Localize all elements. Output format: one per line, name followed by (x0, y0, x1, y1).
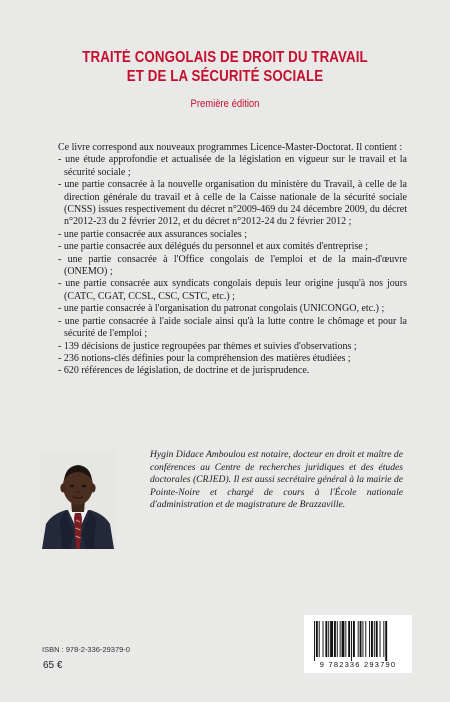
list-item: - une étude approfondie et actualisée de la législation en vigueur sur le travail et la sécurité sociale ; (58, 154, 407, 178)
author-portrait-image (40, 450, 116, 549)
barcode (304, 615, 412, 673)
contents-list (58, 154, 407, 377)
description-intro: Ce livre correspond aux nouveaux programmes Licence-Master-Doctorat. Il contient : (58, 142, 403, 153)
barcode-bars (304, 615, 412, 663)
barcode-number: 9 782336 293790 (319, 660, 397, 669)
edition-label: Première édition (190, 98, 260, 110)
book-title-line-1: TRAITÉ CONGOLAIS DE DROIT DU TRAVAIL (82, 49, 368, 66)
price-label: 65 € (43, 660, 63, 671)
list-item: - une partie consacrée à l'organisation du patronat congolais (UNICONGO, etc.) ; (58, 303, 385, 315)
list-item: - une partie consacrée aux assurances sociales ; (58, 228, 248, 240)
list-item: - une partie consacrée à l'Office congolais de l'emploi et de la main-d'œuvre (ONEMO) ; (58, 253, 407, 278)
book-title (32, 48, 419, 86)
list-item: - 139 décisions de justice regroupées par thèmes et suivies d'observations ; (58, 340, 357, 352)
author-photo (40, 450, 116, 549)
list-item: - 620 références de législation, de doctrine et de jurisprudence. (58, 365, 310, 377)
isbn-label: ISBN : 978-2-336-29379-0 (42, 645, 130, 654)
list-item: - une partie consacrée à l'aide sociale ainsi qu'à la lutte contre le chômage et pour la sécurité de l'emploi ; (58, 315, 407, 340)
author-bio: Hygin Didace Amboulou est notaire, docteur en droit et maître de conférences au Centre de recherches juridiques et des études doctorales (CRJED). Il est aussi secrétaire général à la mairie de Pointe-Noire et chargé de cours à l'École nationale d'administration et de magistrature de Brazzaville. (150, 449, 403, 511)
book-title-line-2: ET DE LA SÉCURITÉ SOCIALE (126, 68, 324, 85)
list-item: - 236 notions-clés définies pour la compréhension des matières étudiées ; (58, 352, 351, 364)
description (58, 142, 407, 378)
list-item: - une partie consacrée aux syndicats congolais depuis leur origine jusqu'à nos jours (CATC, CGAT, CCSL, CSC, CSTC, etc.) ; (58, 278, 407, 302)
list-item: - une partie consacrée à la nouvelle organisation du ministère du Travail, à celle de la direction générale du travail et à celle de la Caisse nationale de la sécurité sociale (CNSS) issues respectivement du décret n°2009-469 du 24 décembre 2009, du décret n°2012-23 du 2 février 2012, et du décret n°2012-24 du 2 février 2012 ; (58, 179, 407, 228)
list-item: - une partie consacrée aux délégués du personnel et aux comités d'entreprise ; (58, 241, 369, 253)
